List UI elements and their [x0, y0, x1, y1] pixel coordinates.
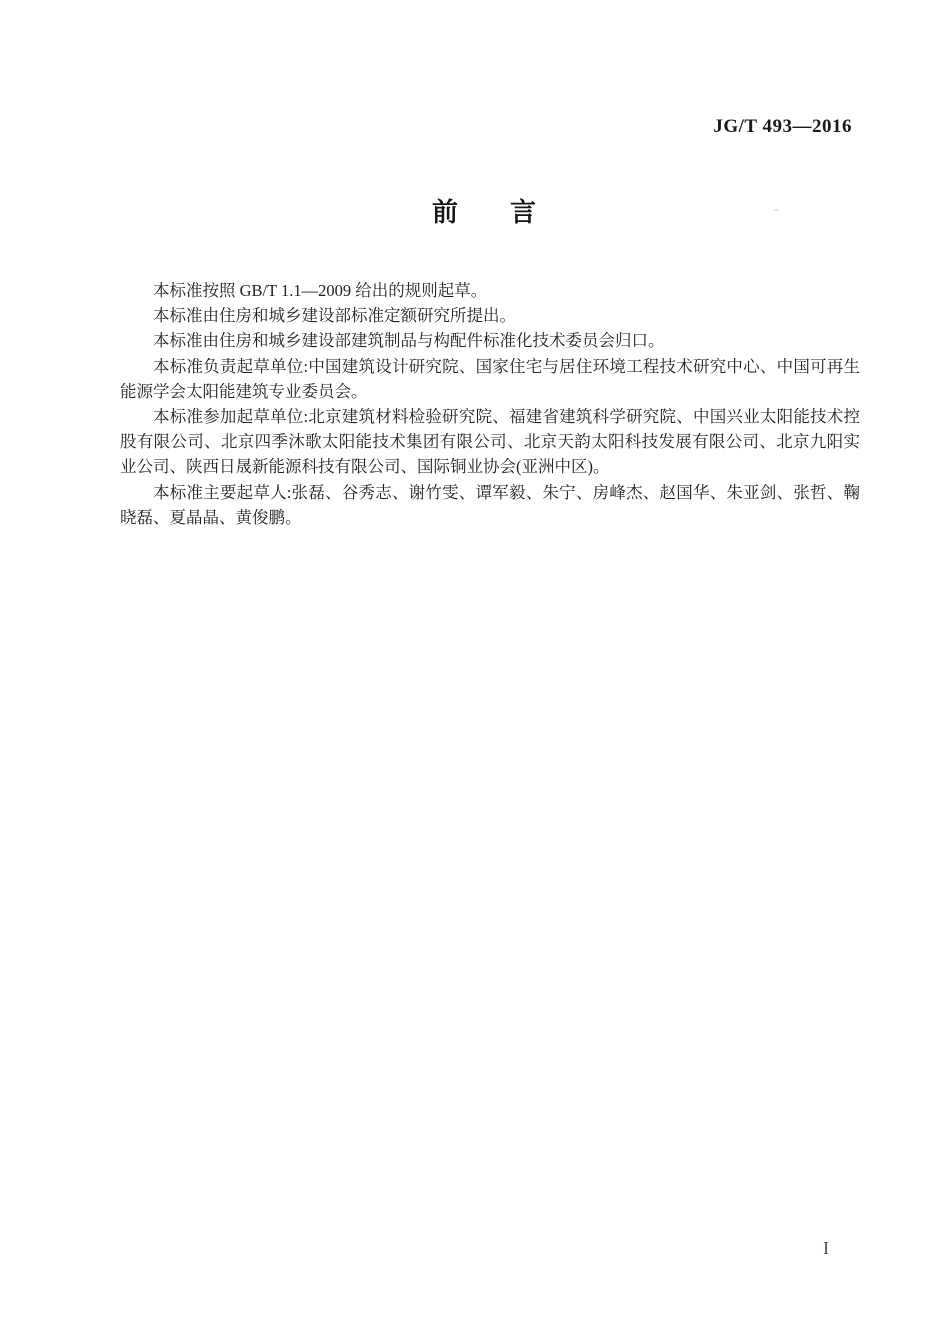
foreword-paragraph: 本标准由住房和城乡建设部建筑制品与构配件标准化技术委员会归口。	[153, 331, 665, 351]
page-title: 前 言	[431, 197, 536, 227]
foreword-paragraph: 本标准主要起草人:张磊、谷秀志、谢竹雯、谭军毅、朱宁、房峰杰、赵国华、朱亚剑、张哲、鞠晓磊、夏晶晶、黄俊鹏。	[120, 482, 860, 527]
foreword-paragraph: 本标准负责起草单位:中国建筑设计研究院、国家住宅与居住环境工程技术研究中心、中国可再生能源学会太阳能建筑专业委员会。	[120, 356, 860, 401]
foreword-paragraph: 本标准参加起草单位:北京建筑材料检验研究院、福建省建筑科学研究院、中国兴业太阳能技术控股有限公司、北京四季沐歌太阳能技术集团有限公司、北京天韵太阳科技发展有限公司、北京九阳实业公司、陕西日晟新能源科技有限公司、国际铜业协会(亚洲中区)。	[120, 407, 860, 477]
foreword-paragraph: 本标准由住房和城乡建设部标准定额研究所提出。	[153, 306, 516, 326]
page-number: I	[823, 1238, 829, 1258]
document-code: JG/T 493—2016	[713, 116, 852, 137]
foreword-paragraph: 本标准按照 GB/T 1.1—2009 给出的规则起草。	[153, 281, 488, 300]
foreword-body	[120, 278, 860, 530]
